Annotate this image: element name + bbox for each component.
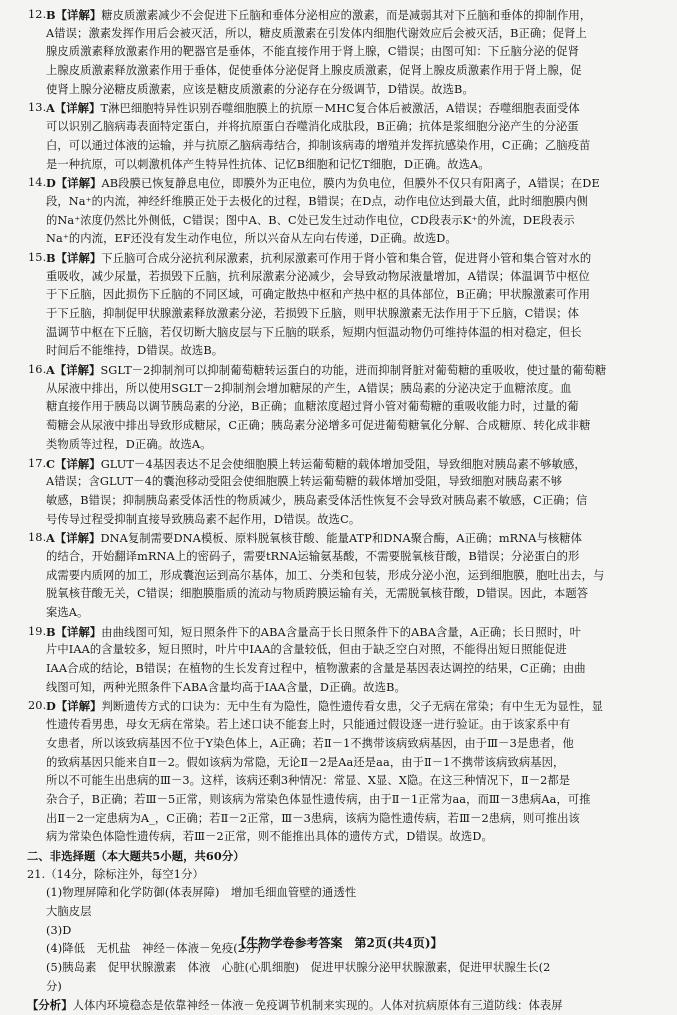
question-number: 19. xyxy=(28,624,47,638)
text-line: 萄糖会从尿液中排出导致形成糖尿，C正确；胰岛素分泌增多可促进葡萄糖氧化分解、合成糖原、转化成非糖 xyxy=(46,419,591,433)
text-line: 使肾上腺分泌糖皮质激素，应该是糖皮质激素的分泌存在分级调节，D错误。故选B。 xyxy=(46,82,474,96)
text-line: 脱氧核苷酸无关，C错误；细胞膜脂质的流动与物质跨膜运输有关，无需脱氧核苷酸，D错误。因此，本题答 xyxy=(46,587,589,601)
answer-item-16 xyxy=(0,361,677,454)
answer-item-19 xyxy=(0,623,677,698)
text-line: T淋巴细胞特异性识别吞噬细胞膜上的抗原－MHC复合体后被激活，A错误；吞噬细胞表面受体 xyxy=(100,102,580,116)
answer-line: (1)物理屏障和化学防御(体表屏障) 增加毛细血管壁的通透性 xyxy=(46,886,357,900)
answer-tag: D【详解】 xyxy=(46,176,102,191)
text-line: 于下丘脑，抑制促甲状腺激素释放激素分泌，若损毁下丘脑，则甲状腺激素无法作用于下丘脑，C错误；体 xyxy=(46,307,580,320)
answer-item-20 xyxy=(0,697,677,847)
text-line: 女患者，所以该致病基因不位于Y染色体上，A正确；若Ⅱ－1不携带该病致病基因，由于Ⅲ－3是患者，他 xyxy=(46,736,574,750)
text-line: 出Ⅱ－2一定患病为A_，C正确；若Ⅱ－2正常，Ⅲ－3患病，该病为隐性遗传病，若Ⅲ－2患病，则可推出该 xyxy=(46,811,580,825)
analysis-text: 人体内环境稳态是依靠神经－体液－免疫调节机制来实现的。人体对抗病原体有三道防线：体表屏 xyxy=(72,999,563,1013)
text-line: 白，可以通过体液的运输，并与抗原乙脑病毒结合，抑制该病毒的增殖并发挥抗感染作用，C正确；乙脑疫苗 xyxy=(46,138,591,152)
analysis-tag: 【分析】 xyxy=(27,998,73,1013)
question-number: 15. xyxy=(28,250,47,264)
page-content xyxy=(0,6,677,1015)
text-line: IAA合成的结论，B错误；在植物的生长发育过程中，植物激素的含量是基因表达调控的结果，C正确；由曲 xyxy=(46,662,586,676)
text-line: DNA复制需要DNA模板、原料脱氧核苷酸、能量ATP和DNA聚合酶，A正确；mRNA与核糖体 xyxy=(100,532,583,546)
text-line: 判断遗传方式的口诀为：无中生有为隐性，隐性遗传看女患，父子无病在常染；有中生无为显性，显 xyxy=(101,700,603,714)
text-line: 片中IAA的含量较多，短日照时，叶片中IAA的含量较低，但由于缺乏空白对照，不能得出短日照能促进 xyxy=(46,643,567,657)
text-line: 的Na⁺浓度仍然比外侧低，C错误；图中A、B、C处已发生过动作电位，CD段表示K⁺的外流，DE段表示 xyxy=(46,213,575,227)
text-line: 糖皮质激素减少不会促进下丘脑和垂体分泌相应的激素，而是减弱其对下丘脑和垂体的抑制作用， xyxy=(101,9,592,22)
answer-item-13 xyxy=(0,99,677,174)
answer-tag: A【详解】 xyxy=(46,101,101,116)
answer-line: (5)胰岛素 促甲状腺激素 体液 心脏(心肌细胞) 促进甲状腺分泌甲状腺激素，促进甲状腺生长(2 xyxy=(46,961,551,975)
text-line: A错误；含GLUT－4的囊泡移动受阻会使细胞膜上转运葡萄糖的载体增加受阻，导致细胞对胰岛素不够 xyxy=(46,475,563,489)
answer-tag: B【详解】 xyxy=(46,8,102,22)
answer-line: (4)降低 无机盐 神经－体液－免疫(2分) xyxy=(46,942,261,956)
question-number: 20. xyxy=(28,699,47,713)
text-line: 类物质等过程，D正确。故选A。 xyxy=(46,437,212,451)
answer-item-18 xyxy=(0,529,677,622)
answer-item-14 xyxy=(0,174,677,249)
question-number: 16. xyxy=(28,363,47,377)
text-line: 由曲线图可知，短日照条件下的ABA含量高于长日照条件下的ABA含量，A正确；长日照时，叶 xyxy=(101,625,582,639)
question-number: 18. xyxy=(28,531,47,545)
text-line: 的致病基因只能来自Ⅱ－2。假如该病为常隐，无论Ⅱ－2是Aa还是aa，由于Ⅱ－1不携带该病致病基因， xyxy=(46,755,565,769)
text-line: 成需要内质网的加工，形成囊泡运到高尔基体，加工、分类和包装，形成分泌小泡，运到细胞膜，胞吐出去，与 xyxy=(46,568,605,582)
text-line: 杂合子，B正确；若Ⅲ－5正常，则该病为常染色体显性遗传病，由于Ⅱ－1正常为aa，而Ⅲ－3患病Aa，可推 xyxy=(46,792,591,806)
question-number: 13. xyxy=(28,101,47,115)
answer-item-15 xyxy=(0,249,677,361)
text-line: 段，Na⁺的内流，神经纤维膜正处于去极化的过程，B错误；在D点，动作电位达到最大值，此时细胞膜内侧 xyxy=(46,194,588,208)
answer-tag: A【详解】 xyxy=(46,363,101,378)
text-line: 是一种抗原，可以刺激机体产生特异性抗体、记忆B细胞和记忆T细胞，D正确。故选A。 xyxy=(46,157,490,171)
text-line: 重吸收，减少尿量，若损毁下丘脑，抗利尿激素分泌减少，会导致动物尿液量增加，A错误；体温调节中枢位 xyxy=(46,269,590,283)
text-line: 的结合，开始翻译mRNA上的密码子，需要tRNA运输氨基酸，不需要脱氧核苷酸，B错误；分泌蛋白的形 xyxy=(46,549,580,563)
answer-tag: B【详解】 xyxy=(46,250,102,265)
text-line: AB段膜已恢复静息电位，即膜外为正电位，膜内为负电位，但膜外不仅只有阳离子，A错误；在DE xyxy=(101,177,600,191)
text-line: 糖直接作用于胰岛以调节胰岛素的分泌，B正确；血糖浓度超过肾小管对葡萄糖的重吸收能力时，过量的葡 xyxy=(46,400,579,414)
text-line: 可以识别乙脑病毒表面特定蛋白，并将抗原蛋白吞噬消化成肽段，B正确；抗体是浆细胞分泌产生的分泌蛋 xyxy=(46,120,579,134)
text-line: GLUT－4基因表达不足会使细胞膜上转运葡萄糖的载体增加受阻，导致细胞对胰岛素不够敏感， xyxy=(100,457,586,471)
text-line: 号传导过程受抑制直接导致胰岛素不起作用，D错误。故选C。 xyxy=(46,512,361,526)
answer-tag: C【详解】 xyxy=(46,456,101,471)
text-line: 温调节中枢在下丘脑，若仅切断大脑皮层与下丘脑的联系，短期内恒温动物仍可维持体温的相对稳定，但长 xyxy=(46,325,582,339)
text-line: 上腺皮质激素释放激素作用于垂体，促使垂体分泌促肾上腺皮质激素，促肾上腺皮质激素作用于肾上腺，促 xyxy=(46,64,582,78)
section-heading: 二、非选择题（本大题共5小题，共60分） xyxy=(27,848,245,863)
text-line: A错误；激素发挥作用后会被灭活，所以，糖皮质激素在引发体内细胞代谢效应后会被灭活，B正确；促肾上 xyxy=(46,26,587,40)
answer-line: 大脑皮层 xyxy=(46,905,92,918)
text-line: 腺皮质激素释放激素作用的靶器官是垂体，不能直接作用于肾上腺，C错误；由图可知：下丘脑分泌的促肾 xyxy=(46,45,580,59)
answer-line: (3)D xyxy=(46,923,72,937)
answer-tag: D【详解】 xyxy=(46,699,102,714)
question-number: 12. xyxy=(28,8,47,21)
text-line: 案选A。 xyxy=(46,606,89,619)
question-header: 21.（14分，除标注外，每空1分） xyxy=(27,867,204,881)
text-line: 敏感，B错误；抑制胰岛素受体活性的物质减少，胰岛素受体活性恢复不会导致对胰岛素不敏感，C正确；信 xyxy=(46,493,588,507)
answer-tag: B【详解】 xyxy=(46,624,102,639)
text-line: Na⁺的内流，EF还没有发生动作电位，所以兴奋从左向右传递，D正确。故选D。 xyxy=(46,232,457,246)
text-line: 从尿液中排出，所以使用SGLT－2抑制剂会增加糖尿的产生，A错误；胰岛素的分泌决定于血糖浓度。血 xyxy=(46,381,572,395)
answer-line: 分) xyxy=(46,979,62,993)
answer-tag: A【详解】 xyxy=(46,531,101,546)
question-number: 17. xyxy=(28,456,47,470)
question-number: 14. xyxy=(28,176,47,190)
text-line: SGLT－2抑制剂可以抑制葡萄糖转运蛋白的功能，进而抑制肾脏对葡萄糖的重吸收，使过量的葡萄糖 xyxy=(100,364,607,378)
text-line: 于下丘脑，因此损伤下丘脑的不同区域，可确定散热中枢和产热中枢的具体部位，B正确；甲状腺激素可作用 xyxy=(46,288,591,302)
text-line: 下丘脑可合成分泌抗利尿激素，抗利尿激素可作用于肾小管和集合管，促进肾小管和集合管对水的 xyxy=(101,251,592,265)
text-line: 性遗传看男患，母女无病在常染。若上述口诀不能套上时，只能通过假设逐一进行验证。由于该家系中有 xyxy=(46,718,571,732)
answer-item-12 xyxy=(0,6,677,99)
text-line: 所以不可能生出患病的Ⅲ－3。这样，该病还剩3种情况：常显、X显、X隐。在这三种情况下，Ⅱ－2都是 xyxy=(46,774,571,788)
text-line: 时间后不能维持，D错误。故选B。 xyxy=(46,344,224,358)
text-line: 线图可知，两种光照条件下ABA含量均高于IAA含量，D正确。故选B。 xyxy=(46,680,406,694)
text-line: 病为常染色体隐性遗传病，若Ⅲ－2正常，则不能推出具体的遗传方式，D错误。故选D。 xyxy=(46,830,493,844)
page-footer: 【生物学卷参考答案 第2页(共4页)】 xyxy=(234,936,443,950)
answer-item-17 xyxy=(0,455,677,530)
